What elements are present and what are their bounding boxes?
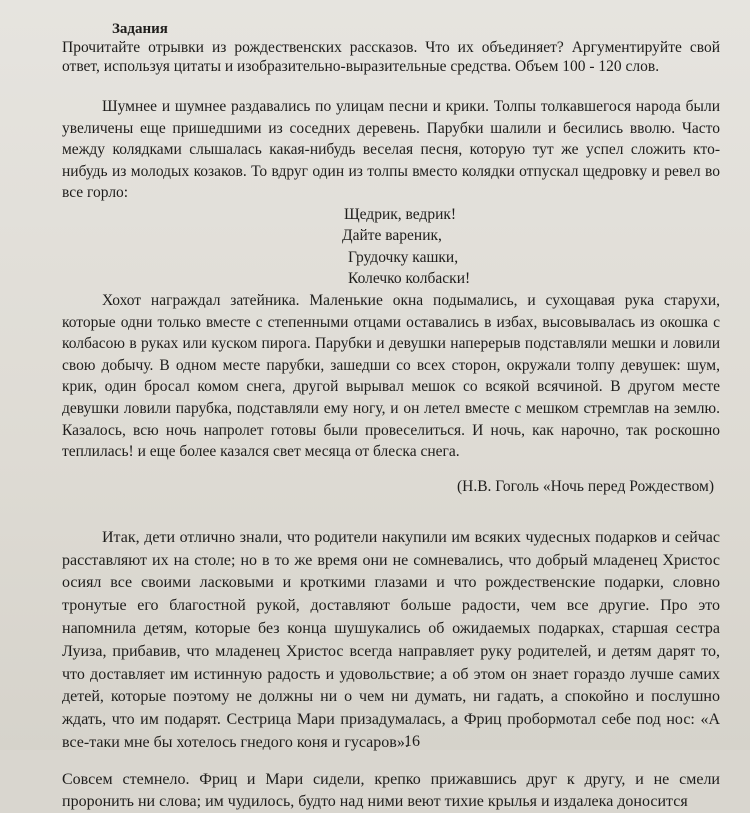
excerpt2-paragraph1: Итак, дети отлично знали, что родители накупили им всяких чудесных подарков и сейчас расставляют их на столе; но в то же время они не сомневались, что добрый младенец Христос осиял все своими ласковыми и кроткими глазами и что рождественские подарки, словно тронутые его благостной рукой, доставляют больше радости, чем все другие. Про это напомнила детям, которые без конца шушукались об ожидаемых подарках, старшая сестра Луиза, прибавив, что младенец Христос всегда направляет руку родителей, и детям дарят то, что доставляет им истинную радость и удовольствие; а об этом он знает гораздо лучше самих детей, которые поэтому не должны ни о чем ни думать, ни гадать, а спокойно и послушно ждать, что им подарят. Сестрица Мари призадумалась, а Фриц пробормотал себе под нос: «А все-таки мне бы хотелось гнедого коня и гусаров». [62, 528, 720, 751]
page-content [62, 20, 720, 813]
excerpt1-paragraph1: Шумнее и шумнее раздавались по улицам песни и крики. Толпы толкавшегося народа были увеличены еще пришедшими из соседних деревень. Парубки шалили и бесились вволю. Часто между колядками слышалась какая-нибудь веселая песня, которую тут же успел сложить кто-нибудь из молодых козаков. То вдруг один из толпы вместо колядки отпускал щедровку и ревел во все горло: [62, 98, 720, 202]
task-title: Задания [112, 21, 168, 37]
verse-line: Колечко колбаски! [348, 270, 471, 288]
verse-line: Грудочку кашки, [348, 248, 459, 266]
excerpt1-paragraph2: Хохот награждал затейника. Маленькие окна подымались, и сухощавая рука старухи, которые одни только вместе с степенными отцами оставались в избах, высовывалась из окошка с колбасою в руках или куском пирога. Парубки и девушки наперерыв подставляли мешки и ловили свою добычу. В одном месте парубки, зашедши со всех сторон, окружали толпу девушек: шум, крик, один бросал комом снега, другой вырывал мешок со всякой всячиной. В другом месте девушки ловили парубка, подставляли ему ногу, и он летел вместе с мешком стремглав на землю. Казалось, всю ночь напролет готовы были провеселиться. И ночь, как нарочно, так роскошно теплилась! и еще более казался свет месяца от блеска снега. [62, 291, 720, 461]
verse [344, 204, 720, 290]
excerpt2-paragraph2: Совсем стемнело. Фриц и Мари сидели, крепко прижавшись друг к другу, и не смели проронить ни слова; им чудилось, будто над ними веют тихие крылья и издалека доносится [62, 770, 720, 810]
verse-line: Дайте вареник, [342, 227, 442, 245]
verse-line: Щедрик, ведрик! [344, 205, 457, 223]
task-text: Прочитайте отрывки из рождественских рассказов. Что их объединяет? Аргументируйте свой ответ, используя цитаты и изобразительно-выразительные средства. Объем 100 - 120 слов. [62, 39, 720, 75]
page-number: 16 [404, 733, 420, 750]
attribution: (Н.В. Гоголь «Ночь перед Рождеством) [456, 477, 714, 495]
